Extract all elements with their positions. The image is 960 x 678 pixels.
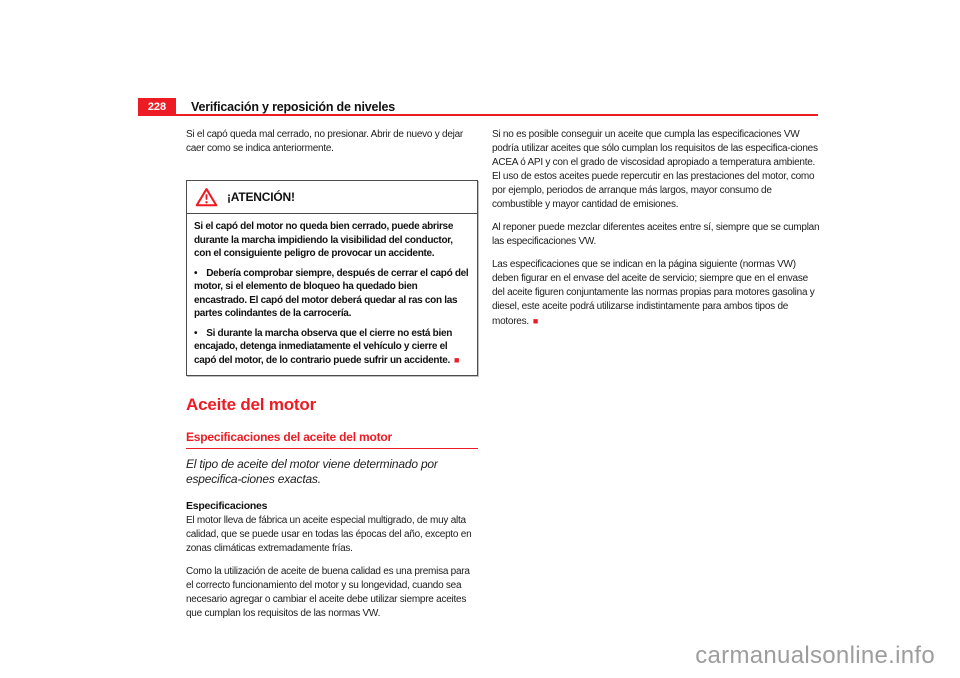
warning-box-body	[187, 214, 477, 375]
bullet-icon: •	[194, 267, 198, 279]
watermark: carmanualsonline.info	[695, 642, 935, 669]
right-column	[492, 128, 820, 630]
section-end-marker: ■	[454, 354, 460, 365]
section-end-marker: ■	[532, 316, 539, 326]
warning-paragraph: Si el capó del motor no queda bien cerrado, puede abrirse durante la marcha impidiendo la visibilidad del conductor, con el consiguiente peligro de provocar un accidente.	[194, 221, 454, 259]
warning-title: ¡ATENCIÓN!	[227, 190, 295, 204]
warning-bullet	[194, 327, 469, 368]
body-paragraph: Como la utilización de aceite de buena calidad es una premisa para el correcto funcionamiento del motor y su longevidad, cuando sea necesario agregar o cambiar el aceite debe utilizar siempre aceites que cumplan los requisitos de las normas VW.	[186, 566, 470, 619]
warning-bullet-text: Debería comprobar siempre, después de cerrar el capó del motor, si el elemento de bloqueo ha quedado bien encastrado. El capó del motor deberá quedar al ras con las partes colindantes de la carrocería.	[194, 267, 469, 319]
subsection-heading: Especificaciones del aceite del motor	[186, 430, 478, 449]
warning-box	[186, 180, 478, 376]
body-paragraph: Al reponer puede mezclar diferentes aceites entre sí, siempre que se cumplan las especificaciones VW.	[492, 222, 820, 247]
warning-bullet-text: Si durante la marcha observa que el cierre no está bien encajado, detenga inmediatamente el vehículo y cierre el capó del motor, de lo contrario puede sufrir un accidente.	[194, 327, 453, 366]
left-column	[186, 128, 478, 630]
specs-heading: Especificaciones	[186, 500, 268, 512]
page-number-badge: 228	[138, 98, 176, 116]
bullet-icon: •	[194, 327, 198, 339]
warning-bullet	[194, 267, 469, 321]
body-paragraph: El motor lleva de fábrica un aceite especial multigrado, de muy alta calidad, que se puede usar en todas las épocas del año, excepto en zonas climáticas extremadamente frías.	[186, 515, 472, 554]
content-columns	[186, 128, 820, 630]
lead-paragraph: El tipo de aceite del motor viene determinado por especifica-ciones exactas.	[186, 457, 438, 486]
warning-triangle-icon	[195, 187, 218, 207]
warning-box-header	[187, 181, 477, 214]
header-rule	[138, 114, 818, 116]
body-paragraph	[492, 258, 820, 329]
body-paragraph: Si no es posible conseguir un aceite que cumpla las especificaciones VW podría utilizar aceites que sólo cumplan los requisitos de las especifica-ciones ACEA ó API y con el grado de viscosidad apropiado a temperatura ambiente. El uso de estos aceites puede repercutir en las prestaciones del motor, como por ejemplo, periodos de arranque más largos, mayor consumo de combustible y mayor cantidad de emisiones.	[492, 129, 818, 210]
section-heading: Aceite del motor	[186, 395, 316, 414]
intro-paragraph: Si el capó queda mal cerrado, no presionar. Abrir de nuevo y dejar caer como se indica anteriormente.	[186, 129, 464, 154]
header-title: Verificación y reposición de niveles	[191, 100, 396, 114]
body-paragraph-text: Las especificaciones que se indican en la página siguiente (normas VW) deben figurar en el envase del aceite de servicio; siempre que en el envase del aceite figuren conjuntamente las normas propias para motores gasolina y diesel, este aceite podrá utilizarse indistintamente para ambos tipos de motores.	[492, 259, 815, 327]
